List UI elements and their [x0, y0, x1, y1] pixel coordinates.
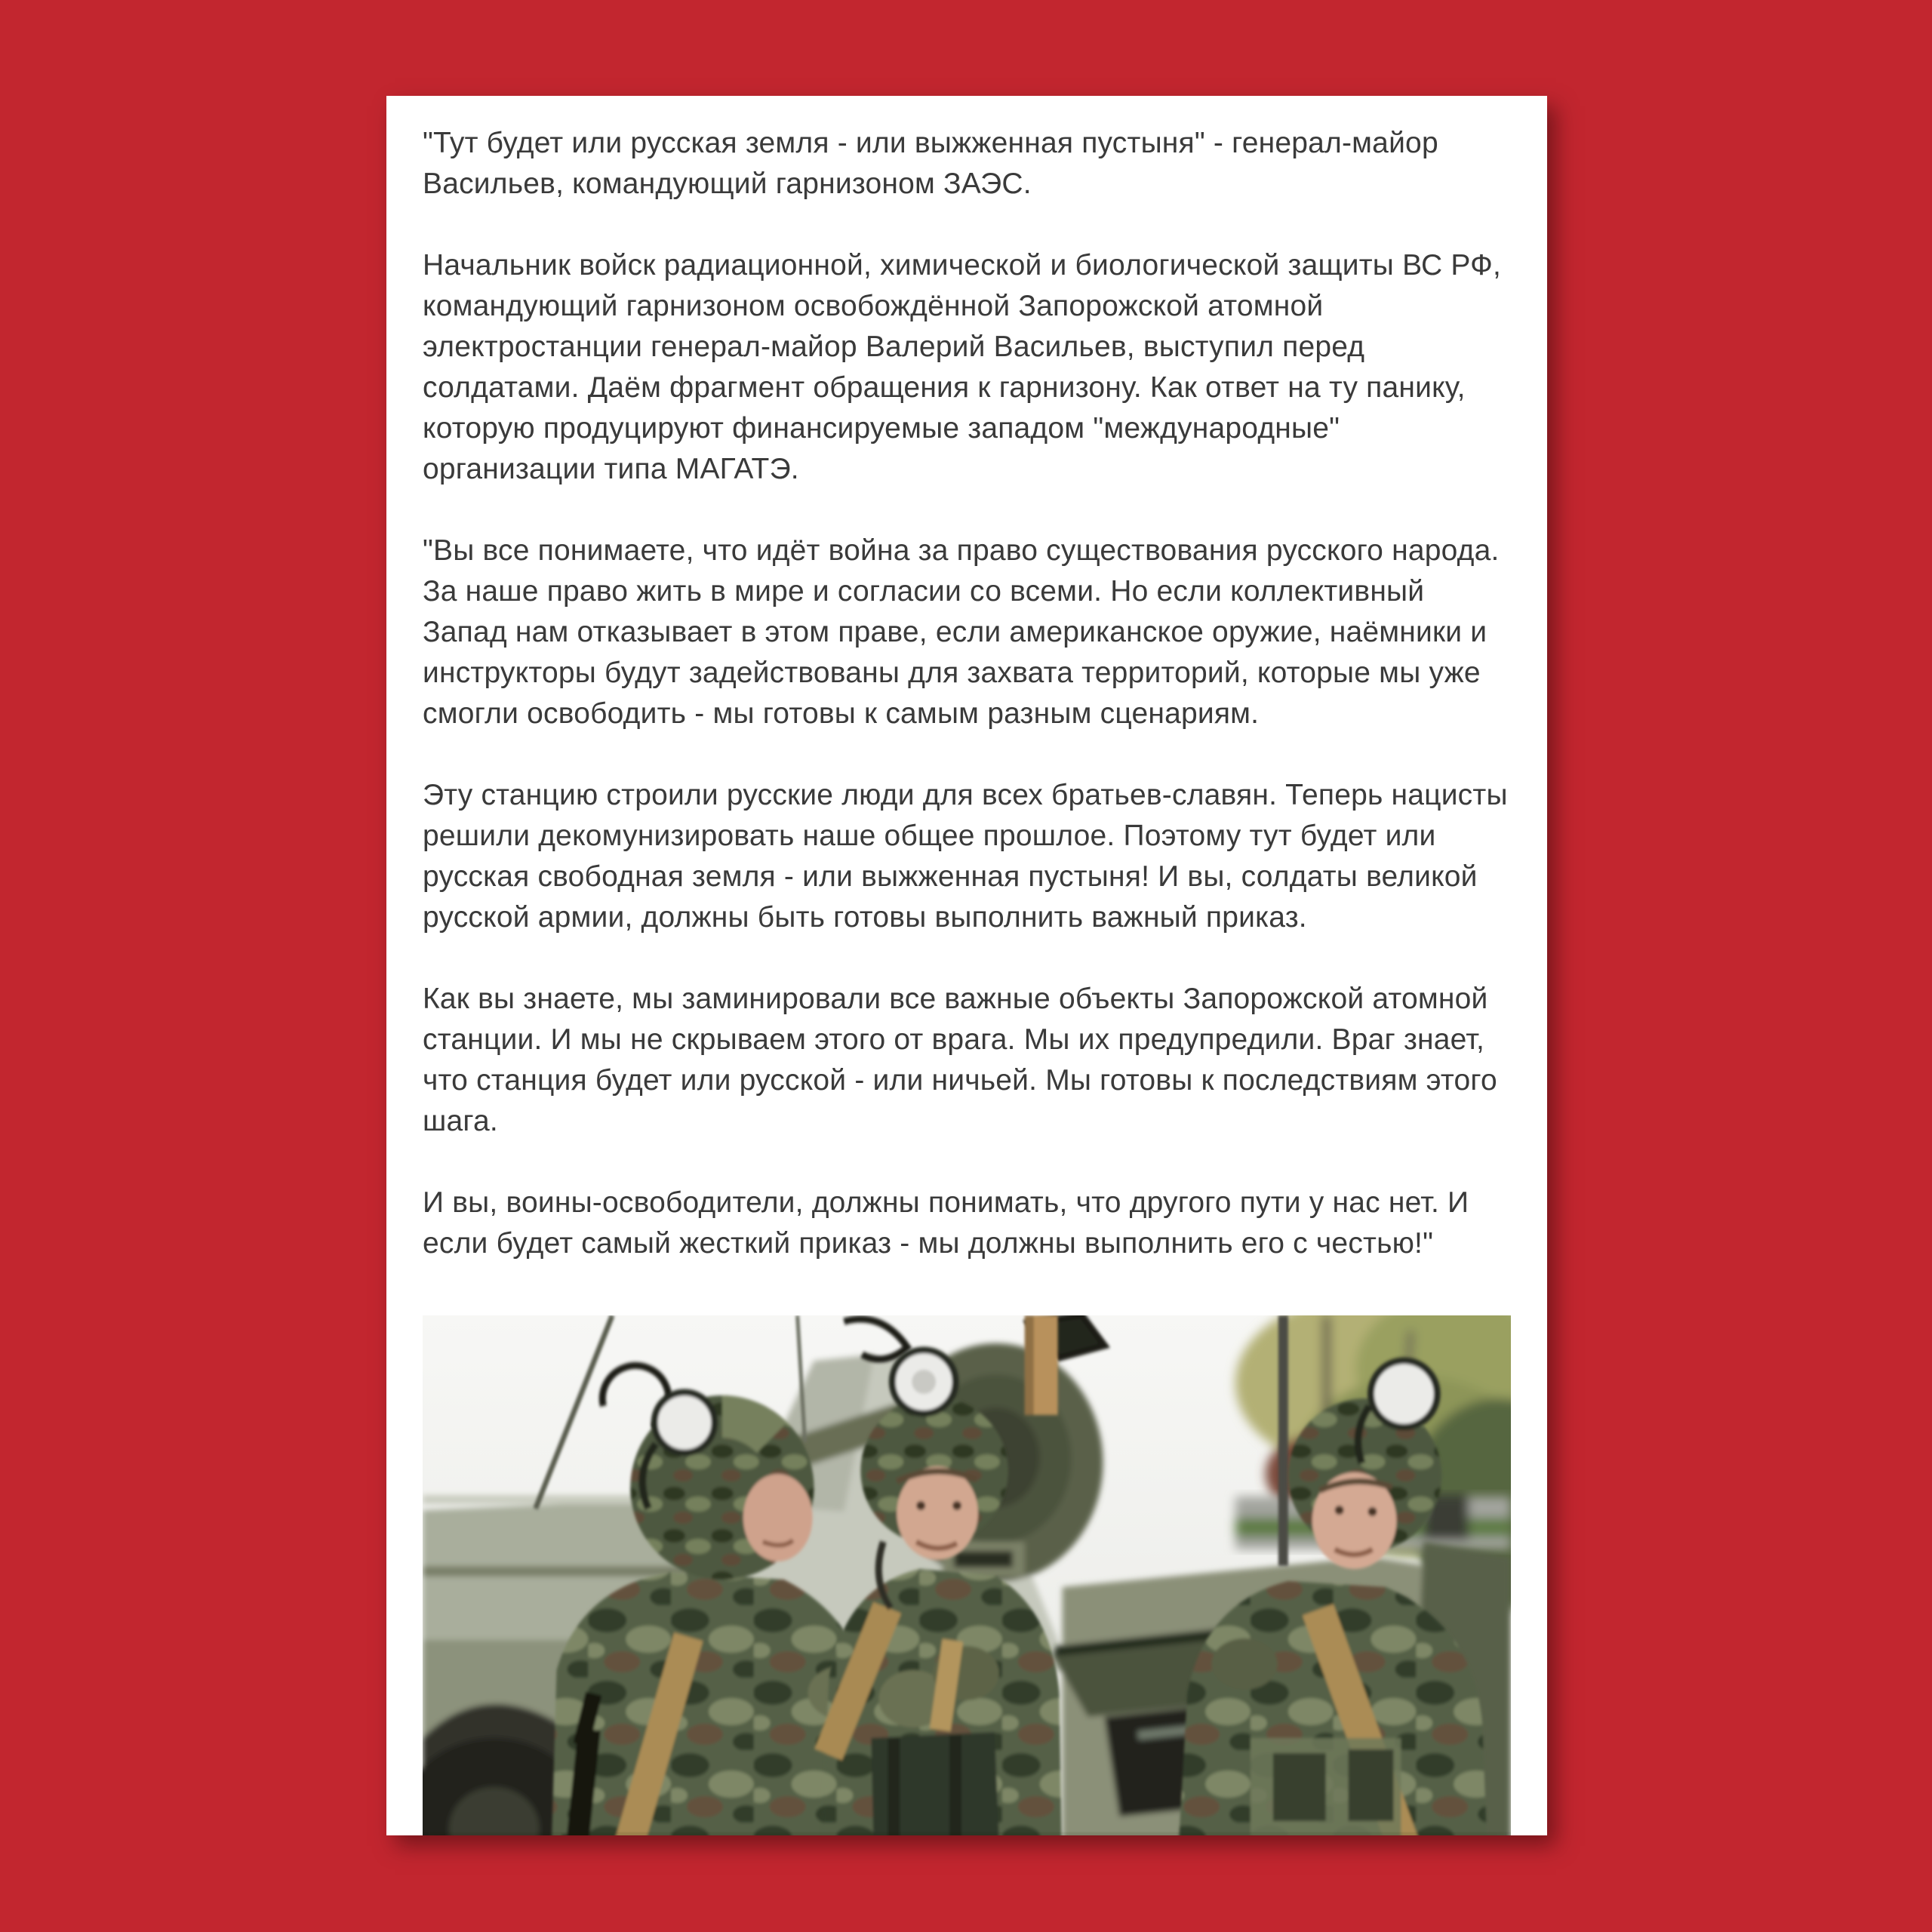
paragraph-speech-4: И вы, воины-освободители, должны понимать, что другого пути у нас нет. И если будет самый жесткий приказ - мы должны выполнить его с честью!" [423, 1186, 1469, 1260]
soldiers-photo [423, 1315, 1511, 1835]
goggle-lens [654, 1392, 715, 1453]
paragraph-intro: Начальник войск радиационной, химической и биологической защиты ВС РФ, командующий гарнизоном освобождённой Запорожской атомной электростанции генерал-майор Валерий Васильев, выступил перед солдатами. Даём фрагмент обращения к гарнизону. Как ответ на ту панику, которую продуцируют финансируемые западом "международные" организации типа МАГАТЭ. [423, 249, 1502, 485]
article-card [386, 96, 1547, 1835]
paragraph-speech-2: Эту станцию строили русские люди для всех братьев-славян. Теперь нацисты решили декомунизировать наше общее прошлое. Поэтому тут будет или русская свободная земля - или выжженная пустыня! И вы, солдаты великой русской армии, должны быть готовы выполнить важный приказ. [423, 779, 1508, 934]
face [743, 1474, 813, 1561]
paragraph-quote-headline: "Тут будет или русская земля - или выжженная пустыня" - генерал-майор Васильев, командующий гарнизоном ЗАЭС. [423, 127, 1438, 200]
paragraph-speech-3: Как вы знаете, мы заминировали все важные объекты Запорожской атомной станции. И мы не скрываем этого от врага. Мы их предупредили. Враг знает, что станция будет или русской - или ничьей. Мы готовы к последствиям этого шага. [423, 983, 1497, 1137]
soldiers-photo-graphic [423, 1315, 1511, 1835]
paragraph-speech-1: "Вы все понимаете, что идёт война за право существования русского народа. За наше право жить в мире и согласии со всеми. Но если коллективный Запад нам отказывает в этом праве, если американское оружие, наёмники и инструкторы будут задействованы для захвата территорий, которые мы уже смогли освободить - мы готовы к самым разным сценариям. [423, 534, 1500, 730]
goggle-lens [1371, 1361, 1438, 1427]
glove [1211, 1638, 1278, 1690]
